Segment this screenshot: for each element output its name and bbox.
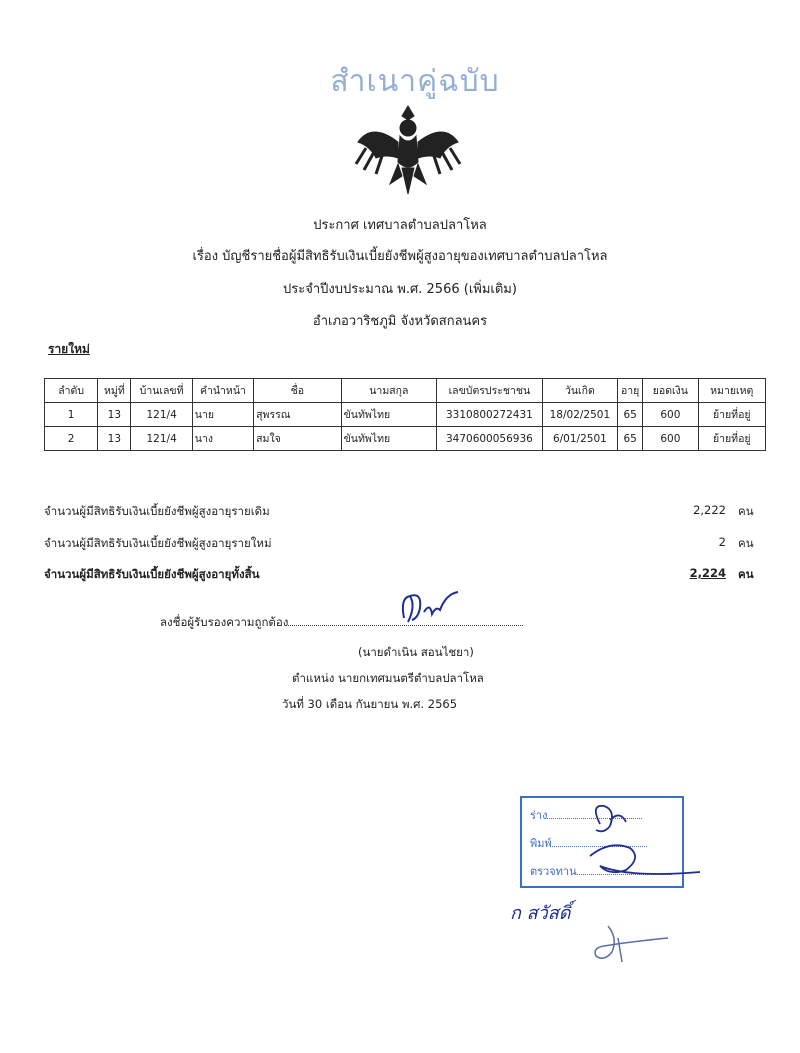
summary-unit: คน: [738, 504, 754, 518]
cell-title: นาง: [192, 427, 253, 451]
cell-first-name: สุพรรณ: [254, 403, 341, 427]
col-header: หมู่ที่: [98, 379, 131, 403]
col-header: คำนำหน้า: [192, 379, 253, 403]
cell-amount: 600: [643, 403, 698, 427]
cell-last-name: ขันทัพไทย: [341, 427, 437, 451]
mayor-signature-icon: [396, 588, 466, 630]
cell-age: 65: [618, 403, 643, 427]
cell-age: 65: [618, 427, 643, 451]
initials-signature-icon: [578, 918, 678, 968]
cell-remark: ย้ายที่อยู่: [698, 403, 765, 427]
table-row: [45, 403, 766, 427]
col-header: หมายเหตุ: [698, 379, 765, 403]
cell-birth-date: 18/02/2501: [542, 403, 617, 427]
signer-position: ตำแหน่ง นายกเทศมนตรีตำบลปลาโหล: [292, 671, 484, 685]
stamp-label-type: พิมพ์: [530, 837, 552, 850]
summary-unit: คน: [738, 536, 754, 550]
cell-moo: 13: [98, 427, 131, 451]
copy-stamp: สำเนาคู่ฉบับ: [330, 64, 500, 99]
stamp-label-check: ตรวจทาน: [530, 865, 577, 878]
col-header: อายุ: [618, 379, 643, 403]
section-label-new: รายใหม่: [48, 342, 90, 356]
announcement-subject: เรื่อง บัญชีรายชื่อผู้มีสิทธิรับเงินเบี้ยยังชีพผู้สูงอายุของเทศบาลตำบลปลาโหล: [192, 249, 608, 264]
col-header: เลขบัตรประชาชน: [437, 379, 543, 403]
table-header-row: [45, 379, 766, 403]
cell-amount: 600: [643, 427, 698, 451]
col-header: ลำดับ: [45, 379, 98, 403]
summary-value: 2,224: [689, 566, 726, 580]
summary-label: จำนวนผู้มีสิทธิรับเงินเบี้ยยังชีพผู้สูงอายุรายเดิม: [44, 504, 270, 518]
cell-remark: ย้ายที่อยู่: [698, 427, 765, 451]
stamp-initials-icon: [570, 800, 710, 890]
cell-id-number: 3310800272431: [437, 403, 543, 427]
summary-unit: คน: [738, 567, 754, 581]
signature-date: วันที่ 30 เดือน กันยายน พ.ศ. 2565: [282, 697, 458, 711]
summary-label: จำนวนผู้มีสิทธิรับเงินเบี้ยยังชีพผู้สูงอายุรายใหม่: [44, 536, 272, 550]
summary-value: 2: [718, 535, 726, 549]
summary-label: จำนวนผู้มีสิทธิรับเงินเบี้ยยังชีพผู้สูงอายุทั้งสิ้น: [44, 567, 260, 581]
signature-label: ลงชื่อผู้รับรองความถูกต้อง: [160, 615, 289, 629]
cell-last-name: ขันทัพไทย: [341, 403, 437, 427]
cell-house-no: 121/4: [131, 403, 192, 427]
cell-first-name: สมใจ: [254, 427, 341, 451]
handwritten-note: ก สวัสดิ์: [510, 903, 571, 924]
garuda-emblem-icon: [352, 102, 464, 198]
col-header: นามสกุล: [341, 379, 437, 403]
signer-name: (นายดำเนิน สอนไชยา): [358, 645, 474, 659]
col-header: บ้านเลขที่: [131, 379, 192, 403]
announcement-title: ประกาศ เทศบาลตำบลปลาโหล: [313, 218, 487, 233]
col-header: วันเกิด: [542, 379, 617, 403]
signature-line: [160, 614, 523, 632]
table-row: [45, 427, 766, 451]
district-province: อำเภอวาริชภูมิ จังหวัดสกลนคร: [312, 314, 488, 329]
recipient-table: [44, 378, 766, 451]
col-header: ยอดเงิน: [643, 379, 698, 403]
stamp-label-draft: ร่าง: [530, 809, 548, 822]
cell-moo: 13: [98, 403, 131, 427]
cell-title: นาย: [192, 403, 253, 427]
cell-birth-date: 6/01/2501: [542, 427, 617, 451]
cell-id-number: 3470600056936: [437, 427, 543, 451]
cell-order: 1: [45, 403, 98, 427]
cell-order: 2: [45, 427, 98, 451]
cell-house-no: 121/4: [131, 427, 192, 451]
summary-value: 2,222: [693, 503, 726, 517]
col-header: ชื่อ: [254, 379, 341, 403]
fiscal-year: ประจำปีงบประมาณ พ.ศ. 2566 (เพิ่มเติม): [283, 282, 517, 297]
